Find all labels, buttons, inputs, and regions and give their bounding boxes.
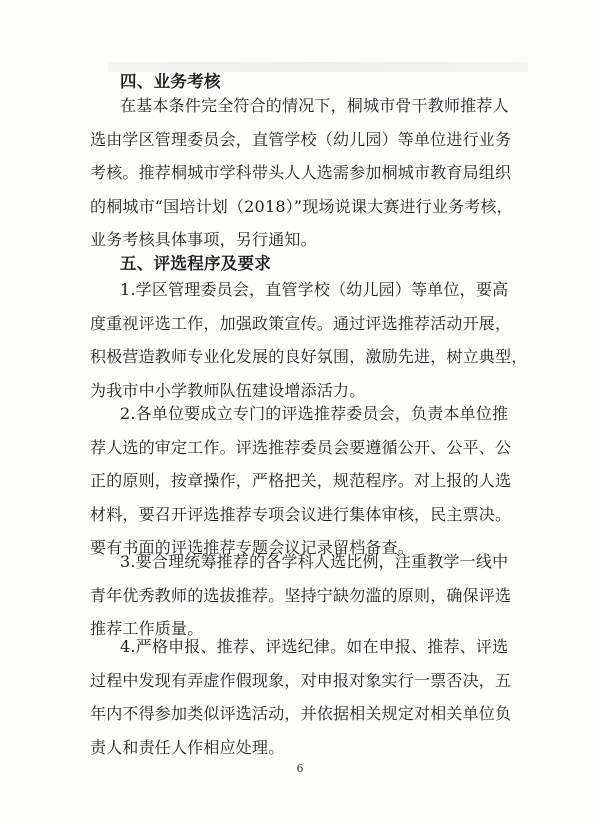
section-5-item-2	[90, 397, 510, 565]
section-4-paragraph	[90, 89, 513, 257]
section-heading-4: 四、业务考核	[120, 72, 221, 91]
text-line: 正的原则，按章操作，严格把关，规范程序。对上报的人选	[90, 471, 512, 490]
text-line: 4.严格申报、推荐、评选纪律。如在申报、推荐、评选	[120, 637, 509, 656]
text-line: 选由学区管理委员会，直管学校（幼儿园）等单位进行业务	[90, 129, 512, 149]
text-line: 责人和责任人作相应处理。	[90, 737, 285, 757]
text-line: 青年优秀教师的选拔推荐。坚持宁缺勿滥的原则，确保评选	[90, 585, 512, 605]
section-5-item-4	[90, 630, 510, 764]
text-line: 材料，要召开评选推荐专项会议进行集体审核，民主票决。	[90, 504, 512, 524]
text-line: 积极营造教师专业化发展的良好氛围，激励先进，树立典型，	[90, 347, 528, 366]
text-line: 荐人选的审定工作。评选推荐委员会要遵循公开、公平、公	[90, 437, 512, 457]
section-5-item-1	[90, 273, 528, 407]
text-line: 考核。推荐桐城市学科带头人人选需参加桐城市教育局组织	[90, 163, 512, 182]
text-line: 推荐工作质量。	[90, 619, 204, 638]
text-line: 业务考核具体事项，另行通知。	[90, 230, 317, 249]
text-line: 1.学区管理委员会，直管学校（幼儿园）等单位，要高	[120, 280, 509, 299]
text-line: 在基本条件完全符合的情况下，桐城市骨干教师推荐人	[120, 96, 509, 115]
text-line: 度重视评选工作，加强政策宣传。通过评选推荐活动开展，	[90, 313, 512, 333]
text-line: 年内不得参加类似评选活动，并依据相关规定对相关单位负	[90, 704, 512, 723]
text-line: 过程中发现有弄虚作假现象，对申报对象实行一票否决，五	[90, 670, 512, 690]
text-line: 3.要合理统筹推荐的各学科人选比例，注重教学一线中	[120, 552, 509, 571]
text-line: 的桐城市“国培计划（2018）”现场说课大赛进行业务考核，	[90, 196, 513, 216]
scan-show-through	[108, 62, 528, 72]
text-line: 2.各单位要成立专门的评选推荐委员会，负责本单位推	[120, 404, 509, 423]
page-number: 6	[296, 762, 304, 775]
text-line: 为我市中小学教师队伍建设增添活力。	[90, 380, 366, 400]
section-heading-5: 五、评选程序及要求	[120, 254, 272, 273]
text-line: 要有书面的评选推荐专题会议记录留档备查。	[90, 538, 415, 557]
